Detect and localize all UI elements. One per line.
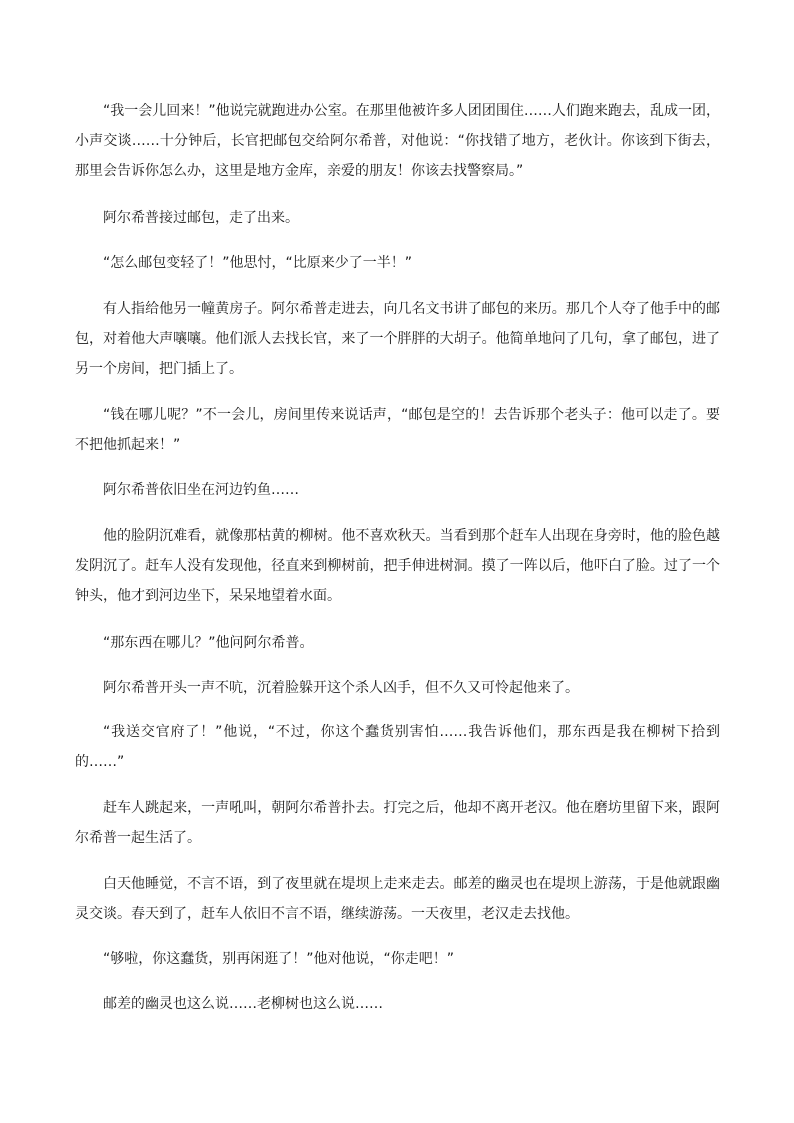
paragraph-10: “我送交官府了！”他说，“不过，你这个蠢货别害怕……我告诉他们，那东西是我在柳树下拾到的……”: [75, 724, 720, 770]
paragraph-14: 邮差的幽灵也这么说……老柳树也这么说……: [103, 996, 383, 1012]
paragraph-9: 阿尔希普开头一声不吭，沉着脸躲开这个杀人凶手，但不久又可怜起他来了。: [103, 680, 579, 696]
paragraph-7: 他的脸阴沉难看，就像那枯黄的柳树。他不喜欢秋天。当看到那个赶车人出现在身旁时，他的脸色越发阴沉了。赶车人没有发现他，径直来到柳树前，把手伸进树洞。摸了一阵以后，他吓白了脸。过了一个钟头，他才到河边坐下，呆呆地望着水面。: [75, 528, 720, 604]
paragraph-11: 赶车人跳起来，一声吼叫，朝阿尔希普扑去。打完之后，他却不离开老汉。他在磨坊里留下来，跟阿尔希普一起生活了。: [75, 800, 720, 846]
paragraph-1: “我一会儿回来！”他说完就跑进办公室。在那里他被许多人团团围住……人们跑来跑去，乱成一团，小声交谈……十分钟后，长官把邮包交给阿尔希普，对他说：“你找错了地方，老伙计。你该到下街去，那里会告诉你怎么办，这里是地方金库，亲爱的朋友！你该去找警察局。”: [75, 103, 720, 179]
paragraph-3: “怎么邮包变轻了！”他思忖，“比原来少了一半！”: [103, 255, 413, 271]
paragraph-2: 阿尔希普接过邮包，走了出来。: [103, 210, 299, 226]
paragraph-12: 白天他睡觉，不言不语，到了夜里就在堤坝上走来走去。邮差的幽灵也在堤坝上游荡，于是他就跟幽灵交谈。春天到了，赶车人依旧不言不语，继续游荡。一天夜里，老汉走去找他。: [75, 876, 720, 922]
paragraph-6: 阿尔希普依旧坐在河边钓鱼……: [103, 482, 299, 498]
paragraph-4: 有人指给他另一幢黄房子。阿尔希普走进去，向几名文书讲了邮包的来历。那几个人夺了他手中的邮包，对着他大声嚷嚷。他们派人去找长官，来了一个胖胖的大胡子。他简单地问了几句，拿了邮包，进了另一个房间，把门插上了。: [75, 301, 720, 377]
paragraph-8: “那东西在哪儿？”他问阿尔希普。: [103, 635, 314, 651]
paragraph-5: “钱在哪儿呢？”不一会儿，房间里传来说话声，“邮包是空的！去告诉那个老头子：他可以走了。要不把他抓起来！”: [75, 407, 720, 453]
paragraph-13: “够啦，你这蠢货，别再闲逛了！”他对他说，“你走吧！”: [103, 951, 455, 967]
